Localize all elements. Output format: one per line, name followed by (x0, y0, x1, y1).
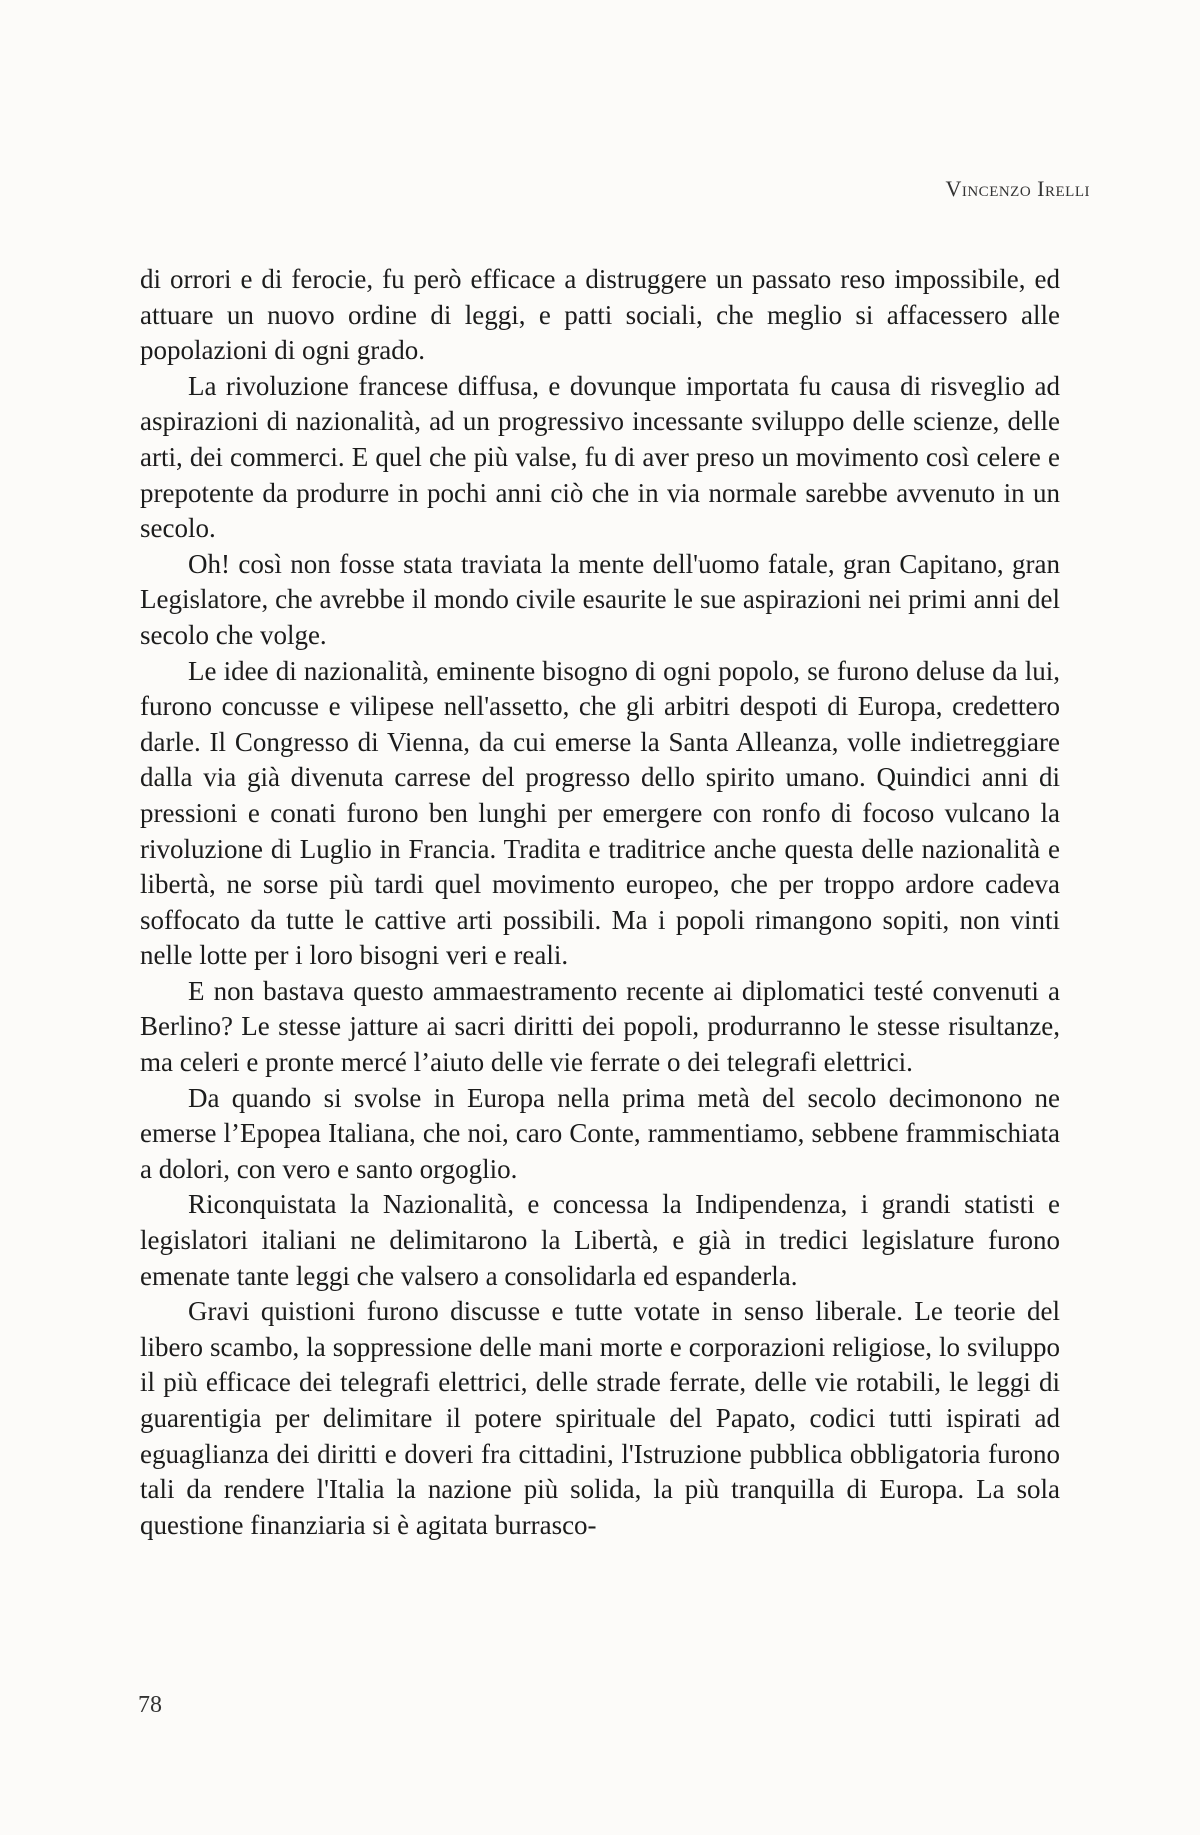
paragraph: E non bastava questo ammaestramento recente ai diplomatici testé convenuti a Berlino? Le stesse jatture ai sacri diritti dei popoli, produrranno le stesse risultanze, ma celeri e pronte mercé l’aiuto delle vie ferrate o dei telegrafi elettrici. (140, 975, 1060, 1078)
running-head: Vincenzo Irelli (945, 176, 1090, 201)
paragraph: Oh! così non fosse stata traviata la mente dell'uomo fatale, gran Capitano, gran Legislatore, che avrebbe il mondo civile esaurite le sue aspirazioni nei primi anni del secolo che volge. (140, 548, 1060, 650)
paragraph: Le idee di nazionalità, eminente bisogno di ogni popolo, se furono deluse da lui, furono concusse e vilipese nell'assetto, che gli arbitri despoti di Europa, credettero darle. Il Congresso di Vienna, da cui emerse la Santa Alleanza, volle indietreggiare dalla via già divenuta carrese del progresso dello spirito umano. Quindici anni di pressioni e conati furono ben lunghi per emergere con ronfo di focoso vulcano la rivoluzione di Luglio in Francia. Tradita e traditrice anche questa delle nazionalità e libertà, ne sorse più tardi quel movimento europeo, che per troppo ardore cadeva soffocato da tutte le cattive arti possibili. Ma i popoli rimangono sopiti, non vinti nelle lotte per i loro bisogni veri e reali. (140, 655, 1060, 971)
body-text (140, 262, 1060, 1543)
paragraph: Da quando si svolse in Europa nella prima metà del secolo decimonono ne emerse l’Epopea Italiana, che noi, caro Conte, rammentiamo, sebbene frammischiata a dolori, con vero e santo orgoglio. (140, 1082, 1060, 1184)
paragraph: Gravi quistioni furono discusse e tutte votate in senso liberale. Le teorie del libero scambo, la soppressione delle mani morte e corporazioni religiose, lo sviluppo il più efficace dei telegrafi elettrici, delle strade ferrate, delle vie rotabili, le leggi di guarentigia per delimitare il potere spirituale del Papato, codici tutti ispirati ad eguaglianza dei diritti e doveri fra cittadini, l'Istruzione pubblica obbligatoria furono tali da rendere l'Italia la nazione più solida, la più tranquilla di Europa. La sola questione finanziaria si è agitata burrasco- (140, 1296, 1060, 1540)
paragraph: Riconquistata la Nazionalità, e concessa la Indipendenza, i grandi statisti e legislatori italiani ne delimitarono la Libertà, e già in tredici legislature furono emenate tante leggi che valsero a consolidarla ed espanderla. (140, 1189, 1060, 1291)
paragraph: di orrori e di ferocie, fu però efficace a distruggere un passato reso impossibile, ed attuare un nuovo ordine di leggi, e patti sociali, che meglio si affacessero alle popolazioni di ogni grado. (140, 264, 1060, 366)
page-number: 78 (138, 1692, 162, 1718)
paragraph: La rivoluzione francese diffusa, e dovunque importata fu causa di risveglio ad aspirazioni di nazionalità, ad un progressivo incessante sviluppo delle scienze, delle arti, dei commerci. E quel che più valse, fu di aver preso un movimento così celere e prepotente da produrre in pochi anni ciò che in via normale sarebbe avvenuto in un secolo. (140, 370, 1060, 544)
